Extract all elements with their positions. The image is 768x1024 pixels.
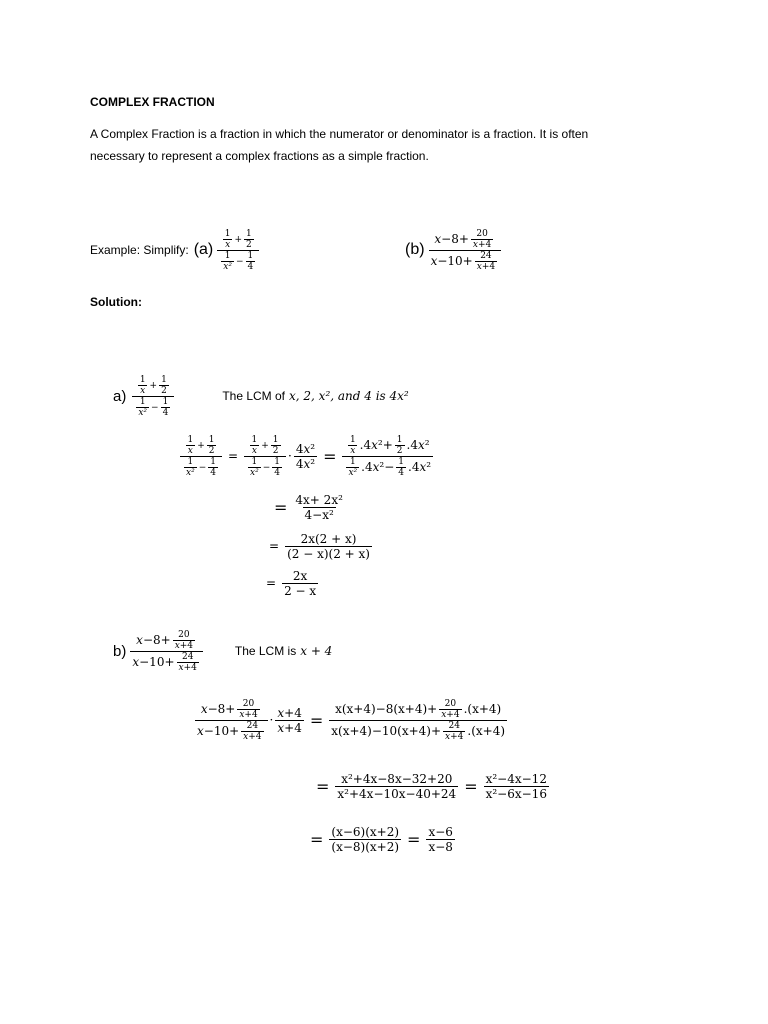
example-b-row — [405, 220, 503, 280]
solution-label: Solution: — [90, 295, 142, 309]
example-part-b-label: (b) — [405, 241, 425, 258]
part-b-header — [113, 623, 332, 679]
example-row — [90, 220, 261, 280]
part-a-label: a) — [113, 387, 127, 405]
part-a-lcm-math: x, 2, x², and 4 is 4x² — [289, 389, 409, 403]
part-a-step-3: = $\frac{2x(2 + x)}{(2 - x)(2 + x)}$ — [269, 531, 370, 561]
example-part-a-label: (a) — [193, 241, 214, 258]
intro-line-2: necessary to represent a complex fractions as a simple fraction. — [90, 149, 429, 163]
part-a-step-2: = $\frac{\text{4x+ 2x²}}{\text{4−x²}}$ — [274, 492, 343, 522]
part-a-step-4: = $\frac{2x}{2 - x}$ — [266, 568, 317, 598]
part-b-step-1: x−8+ $\frac{20}{x+4}$ x−10+ $\frac{24}{x+4}$ · $\frac{x+4}{x+4}$ = x(x+4)−8(x+4)+ $\frac{20}{x+4}$ .(x+4) x(x+4)−10(x+4)+ $\frac{24}{x+4}$ .(x+4) — [197, 698, 506, 742]
part-a-fraction: $\frac{1}{x}$ + $\frac{1}{2}$ $\frac{1}{\text{x²}}$ − $\frac{1}{4}$ — [132, 375, 174, 418]
document-title: COMPLEX FRACTION — [90, 95, 215, 109]
example-a-fraction: $\frac{1}{x}$ + $\frac{1}{2}$ $\frac{1}{\text{x²}}$ − $\frac{1}{4}$ — [217, 229, 259, 272]
part-a-header — [113, 368, 409, 424]
part-b-lcm-text: The LCM is — [234, 644, 297, 658]
part-b-step-2: = $\frac{\text{x²+4x−8x−32+20}}{\text{x²+4x−10x−40+24}}$ = $\frac{\text{x²−4x−12}}{\text{x²−6x−16}}$ — [316, 771, 547, 801]
example-b-fraction: x−8+ $\frac{20}{x+4}$ x−10+ $\frac{24}{x+4}$ — [429, 229, 502, 272]
part-a-lcm-text: The LCM of — [222, 389, 286, 403]
intro-line-1: A Complex Fraction is a fraction in which the numerator or denominator is a fraction. It is often — [90, 127, 589, 141]
part-b-lcm-math: x + 4 — [300, 644, 333, 658]
part-b-label: b) — [113, 642, 127, 660]
part-b-fraction: x−8+ $\frac{20}{x+4}$ x−10+ $\frac{24}{x+4}$ — [130, 630, 203, 673]
example-label: Example: Simplify: — [90, 243, 189, 257]
part-b-step-3: = $\frac{(x-6)(x+2)}{(x-8)(x+2)}$ = $\frac{x-6}{x-8}$ — [310, 824, 453, 854]
part-a-step-1: $\frac{1}{x}$ + $\frac{1}{2}$ $\frac{1}{\text{x²}}$ − $\frac{1}{4}$ = $\frac{1}{x}$ + $\frac{1}{2}$ $\frac{1}{\text{x²}}$ − $\frac{1}{4}$ · $\frac{\text{4x²}}{\text{4x²}}$ = $\frac{1}{x}$ .4x²+ $\frac{1}{2}$ .4x² $\frac{1}{\text{x²}}$ .4x²− $\frac{1}{4}$ .4x² — [178, 427, 435, 485]
